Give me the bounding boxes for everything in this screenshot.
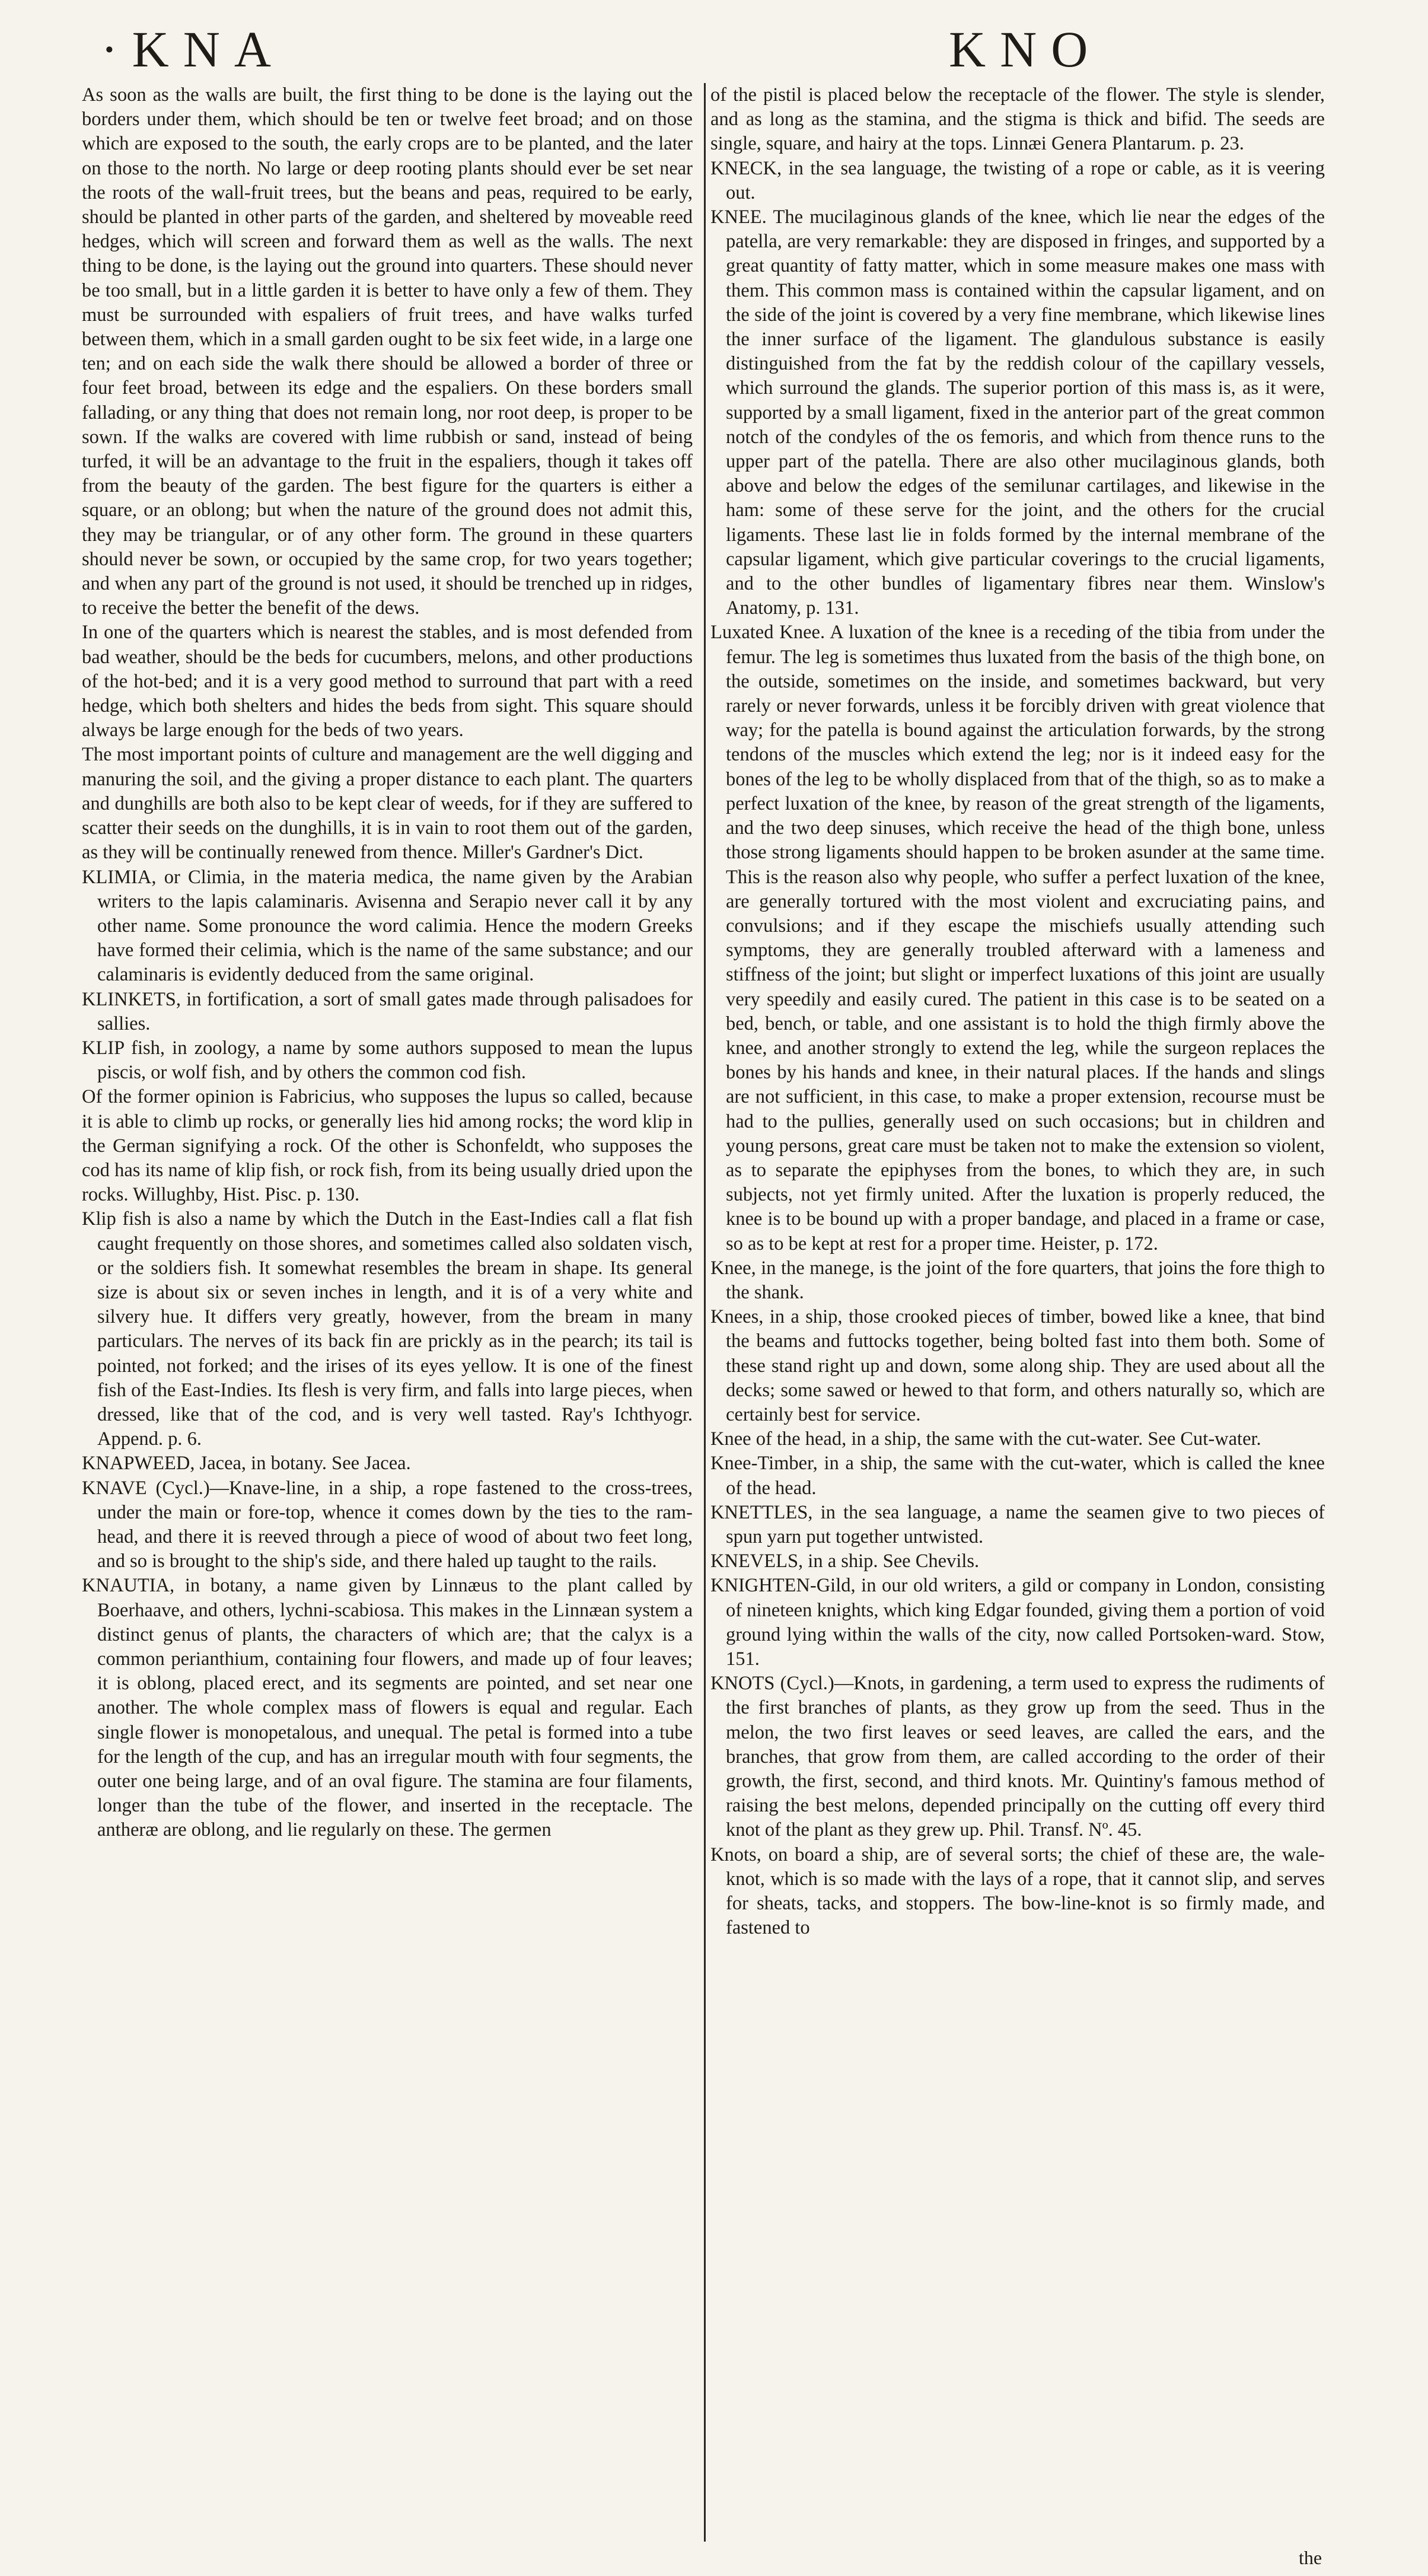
entry-knee-of-the-head: Knee of the head, in a ship, the same with the cut-water. See Cut-water. bbox=[710, 1428, 1261, 1450]
running-head bbox=[0, 17, 1428, 82]
entry-luxated-knee: Luxated Knee. A luxation of the knee is a receding of the tibia from under the femur. The leg is sometimes thus luxated from the basis of the thigh bone, on the outside, sometimes on the inside, and sometimes backward, but very rarely or never forwards, unless it be forcibly driven with great violence that way; for the patella is bound against the articulation forwards, by the strong tendons of the muscles which extend the leg; nor is it indeed easy for the bones of the leg to be wholly displaced from that of the thigh, so as to make a perfect luxation of the knee, by reason of the great strength of the ligaments, and the two deep sinuses, which receive the head of the thigh bone, unless those strong ligaments should happen to be broken asunder at the same time. This is the reason also why people, who suffer a perfect luxation of the knee, are generally tortured with the most violent and excruciating pains, and convulsions; and if they escape the mischiefs usually attending such symptoms, they are generally troubled afterward with a lameness and stiffness of the joint; but slight or imperfect luxations of this joint are usually very speedily and easily cured. The patient in this case is to be seated on a bed, bench, or table, and one assistant is to hold the thigh firmly above the knee, and another strongly to extend the leg, while the surgeon replaces the bones by his hands and knee, in their natural places. If the hands and slings are not sufficient, in this case, to make a proper extension, recourse must be had to the pullies, generally used on such occasions; but in children and young persons, great care must be taken not to make the extension so violent, as to separate the epiphyses from the bones, to which they are, in such subjects, not yet firmly united. After the luxation is properly reduced, the knee is to be bound up with a proper bandage, and placed in a frame or case, so as to be kept at rest for a proper time. Heister, p. 172. bbox=[710, 622, 1325, 1254]
entry-klip-fish: KLIP fish, in zoology, a name by some authors supposed to mean the lupus piscis, or wolf fish, and by others the common cod fish. bbox=[82, 1037, 693, 1084]
running-head-right: KNO bbox=[949, 21, 1102, 78]
entry-knots-ship: Knots, on board a ship, are of several sorts; the chief of these are, the wale-knot, which is so made with the lays of a rope, that it cannot slip, and serves for sheats, tacks, and stoppers. The bow-line-knot is so firmly made, and fastened to bbox=[710, 1843, 1325, 1939]
entry-knots-gardening: KNOTS (Cycl.)—Knots, in gardening, a term used to express the rudiments of the first branches of plants, as they grow up from the seed. Thus in the melon, the two first leaves or seed leaves, are called the ears, and the branches, that grow from them, are called according to the order of their growth, the first, second, and third knots. Mr. Quintiny's famous method of raising the best melons, depended principally on the cutting off every third knot of the plant as they grew up. Phil. Transf. Nº. 45. bbox=[710, 1673, 1325, 1841]
entry-klinkets: KLINKETS, in fortification, a sort of small gates made through palisadoes for sallies. bbox=[82, 988, 693, 1034]
gardening-paragraph-1: As soon as the walls are built, the first thing to be done is the laying out the borders under them, which should be ten or twelve feet broad; and on those which are exposed to the south, the early crops are to be planted, and the later on those to the north. No large or deep rooting plants should ever be set near the roots of the wall-fruit trees, but the beans and peas, required to be early, should be planted in other parts of the garden, and sheltered by moveable reed hedges, which will screen and forward them as well as the walls. The next thing to be done, is the laying out the ground into quarters. These should never be too small, but in a little garden it is better to have only a few of them. They must be surrounded with espaliers of fruit trees, and have walks turfed between them, which in a small garden ought to be six feet wide, in a large one ten; and on each side the walk there should be allowed a border of three or four feet broad, between its edge and the espaliers. On these borders small fallading, or any thing that does not remain long, nor root deep, is proper to be sown. If the walks are covered with lime rubbish or sand, instead of being turfed, it will be an advantage to the fruit in the espaliers, though it takes off from the beauty of the garden. The best figure for the quarters is either a square, or an oblong; but when the nature of the ground does not admit this, they may be triangular, or of any other form. The ground in these quarters should never be sown, or occupied by the same crop, for two years together; and when any part of the ground is not used, it should be trenched up in ridges, to receive the better the benefit of the dews. bbox=[82, 84, 693, 619]
running-head-left: ·KNA bbox=[101, 21, 285, 78]
entry-knautia-continuation: of the pistil is placed below the receptacle of the flower. The style is slender, and as long as the stamina, and the stigma is thick and bifid. The seeds are single, square, and hairy at the tops. Linnæi Genera Plantarum. p. 23. bbox=[710, 84, 1325, 155]
entry-kneck: KNECK, in the sea language, the twisting of a rope or cable, as it is veering out. bbox=[710, 157, 1325, 203]
right-column bbox=[710, 83, 1325, 1940]
entry-knighten-gild: KNIGHTEN-Gild, in our old writers, a gild or company in London, consisting of nineteen knights, which king Edgar founded, giving them a portion of void ground lying within the walls of the city, now called Portsoken-ward. Stow, 151. bbox=[710, 1575, 1325, 1670]
entry-knave: KNAVE (Cycl.)—Knave-line, in a ship, a rope fastened to the cross-trees, under the main or fore-top, whence it comes down by the ties to the ram-head, and there it is reeved through a piece of wood of about two feet long, and so is brought to the ship's side, and there haled up taught to the rails. bbox=[82, 1477, 693, 1572]
entry-klip-fish-continuation: Of the former opinion is Fabricius, who supposes the lupus so called, because it is able to climb up rocks, or generally lies hid among rocks; the word klip in the German signifying a rock. Of the other is Schonfeldt, who supposes the cod has its name of klip fish, or rock fish, from its being usually dried upon the rocks. Willughby, Hist. Pisc. p. 130. bbox=[82, 1086, 693, 1206]
entry-knautia: KNAUTIA, in botany, a name given by Linnæus to the plant called by Boerhaave, and others, lychni-scabiosa. This makes in the Linnæan system a distinct genus of plants, the characters of which are; that the calyx is a common perianthium, containing four flowers, and made up of four leaves; it is oblong, placed erect, and its segments are pointed, and set near one another. The whole complex mass of flowers is equal and regular. Each single flower is monopetalous, and unequal. The petal is formed into a tube for the length of the cup, and has an irregular mouth with four segments, the outer one being large, and of an oval figure. The stamina are four filaments, longer than the tube of the flower, and inserted in the receptacle. The antheræ are oblong, and lie regularly on these. The germen bbox=[82, 1575, 693, 1841]
entry-klip-fish-dutch: Klip fish is also a name by which the Dutch in the East-Indies call a flat fish caught frequently on those shores, and sometimes called also soldaten visch, or the soldiers fish. It somewhat resembles the bream in shape. Its general size is about six or seven inches in length, and it is of a very white and silvery hue. It differs very greatly, however, from the bream in many particulars. The nerves of its back fin are prickly as in the pearch; its tail is pointed, not forked; and the irises of its eyes yellow. It is one of the finest fish of the East-Indies. Its flesh is very firm, and falls into large pieces, when dressed, like that of the cod, and is very well tasted. Ray's Ichthyogr. Append. p. 6. bbox=[82, 1208, 693, 1450]
column-divider-rule bbox=[704, 83, 706, 2542]
entry-knee: KNEE. The mucilaginous glands of the knee, which lie near the edges of the patella, are very remarkable: they are disposed in fringes, and supported by a great quantity of fatty matter, which in some measure makes one mass with them. This common mass is contained within the capsular ligament, and on the side of the joint is covered by a very fine membrane, which likewise lines the inner surface of the ligament. The glandulous substance is easily distinguished from the fat by the reddish colour of the capillary vessels, which surround the glands. The superior portion of this mass is, as it were, supported by a small ligament, fixed in the anterior part of the great common notch of the condyles of the os femoris, and which from thence runs to the upper part of the patella. There are also other mucilaginous glands, both above and below the edges of the semilunar cartilages, and likewise in the ham: some of these serve for the joint, and the others for the crucial ligaments. These last lie in folds formed by the internal membrane of the capsular ligament, which give particular coverings to the crucial ligaments, and to the other bundles of ligamentary fibres near them. Winslow's Anatomy, p. 131. bbox=[710, 206, 1325, 619]
catchword: the bbox=[1299, 2547, 1322, 2568]
entry-knapweed: KNAPWEED, Jacea, in botany. See Jacea. bbox=[82, 1453, 411, 1475]
entry-knee-timber: Knee-Timber, in a ship, the same with the cut-water, which is called the knee of the head. bbox=[710, 1453, 1325, 1499]
gardening-paragraph-3: The most important points of culture and management are the well digging and manuring the soil, and the giving a proper distance to each plant. The quarters and dunghills are both also to be kept clear of weeds, for if they are suffered to scatter their seeds on the dunghills, it is in vain to root them out of the garden, as they will be continually renewed from thence. Miller's Gardner's Dict. bbox=[82, 744, 693, 864]
entry-knevels: KNEVELS, in a ship. See Chevils. bbox=[710, 1550, 980, 1572]
entry-klimia: KLIMIA, or Climia, in the materia medica, the name given by the Arabian writers to the lapis calaminaris. Avisenna and Serapio never call it by any other name. Some pronounce the word calimia. Hence the modern Greeks have formed their celimia, which is the name of the same substance; and our calaminaris is evidently deduced from the same original. bbox=[82, 866, 693, 986]
entry-knees-ship: Knees, in a ship, those crooked pieces of timber, bowed like a knee, that bind the beams and futtocks together, being bolted fast into them both. Some of these stand right up and down, some along ship. They are used about all the decks; some sawed or hewed to that form, and others naturally so, which are certainly best for service. bbox=[710, 1306, 1325, 1425]
left-column bbox=[82, 83, 693, 1843]
entry-knee-manege: Knee, in the manege, is the joint of the fore quarters, that joins the fore thigh to the shank. bbox=[710, 1257, 1325, 1303]
entry-knettles: KNETTLES, in the sea language, a name the seamen give to two pieces of spun yarn put together untwisted. bbox=[710, 1501, 1325, 1547]
gardening-paragraph-2: In one of the quarters which is nearest the stables, and is most defended from bad weather, should be the beds for cucumbers, melons, and other productions of the hot-bed; and it is a very good method to surround that part with a reed hedge, which both shelters and hides the beds from sight. This square should always be large enough for the beds of two years. bbox=[82, 622, 693, 741]
